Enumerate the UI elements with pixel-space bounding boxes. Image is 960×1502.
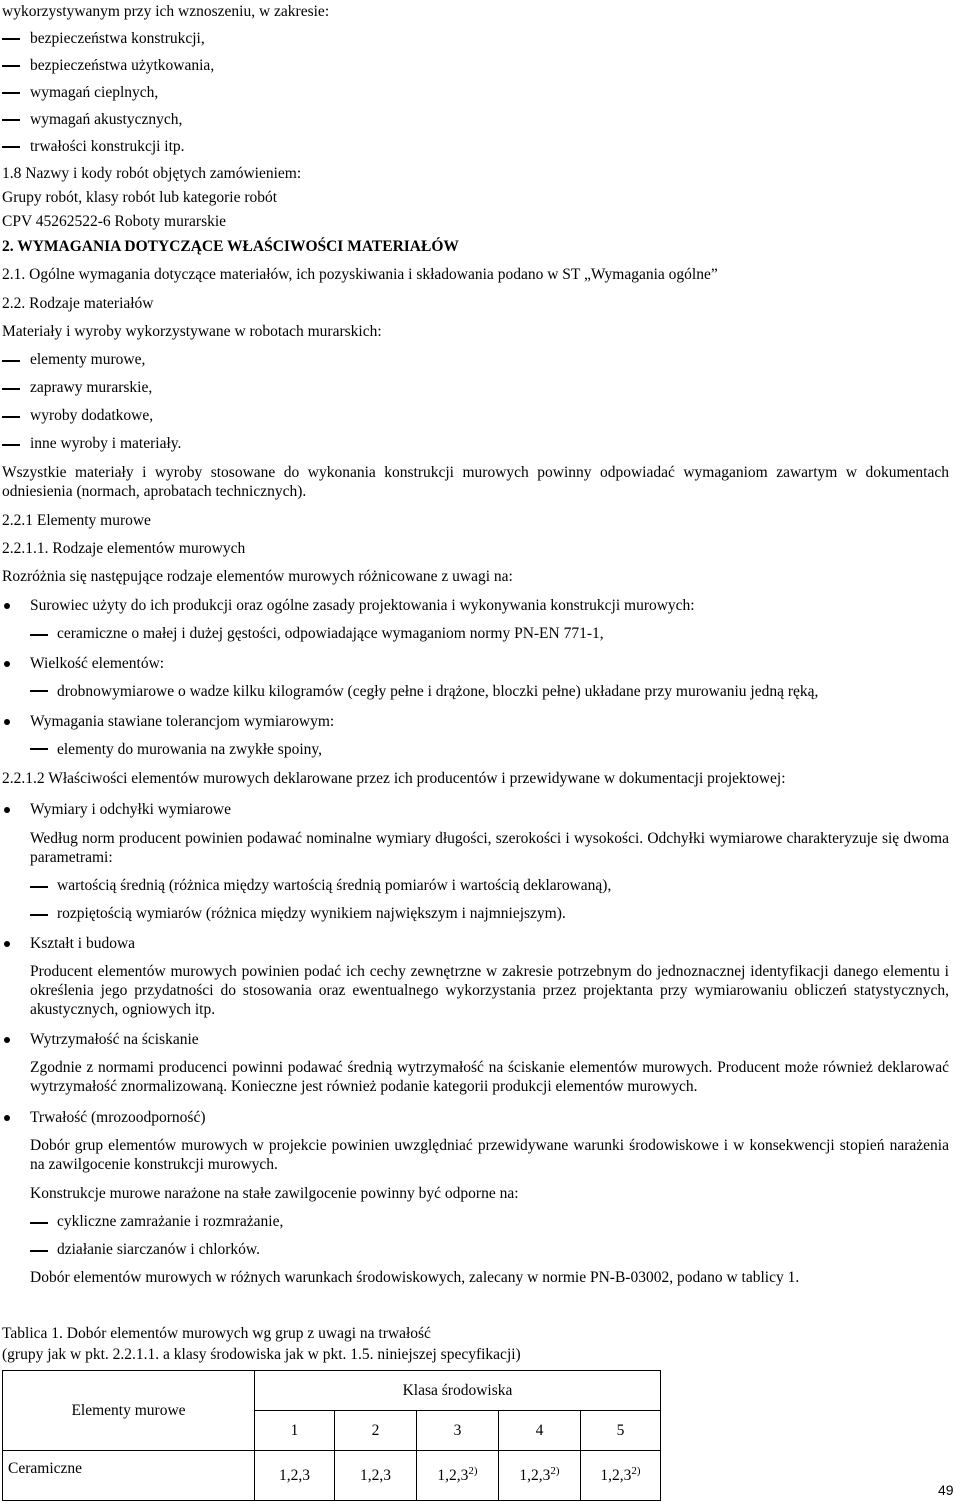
bullet-marker (4, 719, 10, 725)
dash-marker (30, 634, 48, 636)
table-cell: 1,2,3 (335, 1451, 417, 1501)
dash-marker (2, 388, 20, 390)
dash-marker (30, 914, 48, 916)
dash-marker (2, 92, 20, 94)
dash-marker (30, 1250, 48, 1252)
dash-marker (2, 119, 20, 121)
list-item: rozpiętością wymiarów (różnica między wynikiem największym i najmniejszym). (57, 905, 566, 922)
list-item: wymagań cieplnych, (30, 84, 159, 101)
dash-marker (2, 146, 20, 148)
bullet-item: Wytrzymałość na ściskanie (30, 1031, 199, 1048)
bullet-item: Wymagania stawiane tolerancjom wymiarowym: (30, 713, 335, 730)
table-cell: 1,2,3 (255, 1451, 335, 1501)
paragraph: Konstrukcje murowe narażone na stałe zawilgocenie powinny być odporne na: (30, 1185, 519, 1202)
dash-marker (30, 748, 48, 750)
bullet-marker (4, 807, 10, 813)
section-heading: 2.2.1.1. Rodzaje elementów murowych (2, 540, 246, 557)
list-item: zaprawy murarskie, (30, 379, 153, 396)
list-item: bezpieczeństwa konstrukcji, (30, 30, 205, 47)
table-header: 3 (417, 1411, 499, 1451)
section-heading: 2.2.1 Elementy murowe (2, 512, 151, 529)
chapter-heading: 2. WYMAGANIA DOTYCZĄCE WŁAŚCIWOŚCI MATERIAŁÓW (2, 238, 459, 255)
table-header: 5 (581, 1411, 661, 1451)
table-header: 2 (335, 1411, 417, 1451)
dash-marker (2, 360, 20, 362)
bullet-marker (4, 661, 10, 667)
list-item: działanie siarczanów i chlorków. (57, 1241, 260, 1258)
paragraph: Rozróżnia się następujące rodzaje elementów murowych różnicowane z uwagi na: (2, 568, 513, 585)
bullet-item: Wymiary i odchyłki wymiarowe (30, 801, 231, 818)
list-item: wymagań akustycznych, (30, 111, 183, 128)
table-header: 1 (255, 1411, 335, 1451)
bullet-marker (4, 603, 10, 609)
list-item: drobnowymiarowe o wadze kilku kilogramów (cegły pełne i drążone, bloczki pełne) układane przy murowaniu jedną ręką, (57, 683, 819, 700)
paragraph: Grupy robót, klasy robót lub kategorie robót (2, 189, 278, 206)
durability-table (2, 1370, 661, 1501)
list-item: ceramiczne o małej i dużej gęstości, odpowiadające wymaganiom normy PN-EN 771-1, (57, 625, 604, 642)
dash-marker (30, 886, 48, 888)
paragraph: Dobór grup elementów murowych w projekcie powinien uwzględniać przewidywane warunki środowiskowe i w konsekwencji stopień narażenia na zawilgocenie konstrukcji murowych. (30, 1137, 949, 1173)
list-item: inne wyroby i materiały. (30, 435, 182, 452)
table-cell: 1,2,3$^{2)}$ (417, 1451, 499, 1501)
bullet-marker (4, 1115, 10, 1121)
paragraph: Dobór elementów murowych w różnych warunkach środowiskowych, zalecany w normie PN-B-03002, podano w tablicy 1. (30, 1269, 800, 1286)
table-cell: Ceramiczne (3, 1451, 255, 1501)
list-item: wyroby dodatkowe, (30, 407, 154, 424)
bullet-item: Kształt i budowa (30, 935, 136, 952)
table-row (3, 1451, 661, 1501)
paragraph: Materiały i wyroby wykorzystywane w robotach murarskich: (2, 323, 382, 340)
list-item: cykliczne zamrażanie i rozmrażanie, (57, 1213, 284, 1230)
bullet-item: Surowiec użyty do ich produkcji oraz ogólne zasady projektowania i wykonywania konstrukcji murowych: (30, 597, 695, 614)
section-heading: 1.8 Nazwy i kody robót objętych zamówieniem: (2, 165, 302, 182)
dash-marker (30, 1222, 48, 1224)
dash-marker (2, 38, 20, 40)
section-heading: 2.2.1.2 Właściwości elementów murowych deklarowane przez ich producentów i przewidywane w dokumentacji projektowej: (2, 770, 786, 787)
list-item: elementy do murowania na zwykłe spoiny, (57, 741, 323, 758)
table-cell: 1,2,3$^{2)}$ (499, 1451, 581, 1501)
dash-marker (2, 444, 20, 446)
table-header: 4 (499, 1411, 581, 1451)
paragraph: Zgodnie z normami producenci powinni podawać średnią wytrzymałość na ściskanie elementów murowych. Producent może również deklarować wytrzymałość znormalizowaną. Konieczne jest również podanie kategorii produkcji elementów murowych. (30, 1059, 949, 1095)
section-heading: 2.2. Rodzaje materiałów (2, 295, 154, 312)
dash-marker (2, 65, 20, 67)
list-item: trwałości konstrukcji itp. (30, 138, 185, 155)
table-cell: 1,2,3$^{2)}$ (581, 1451, 661, 1501)
paragraph: Wszystkie materiały i wyroby stosowane do wykonania konstrukcji murowych powinny odpowiadać wymaganiom zawartym w dokumentach odniesienia (normach, aprobatach technicznych). (2, 464, 949, 500)
dash-marker (2, 416, 20, 418)
list-item: wartością średnią (różnica między wartością średnią pomiarów i wartością deklarowaną), (57, 877, 612, 894)
paragraph: Producent elementów murowych powinien podać ich cechy zewnętrzne w zakresie potrzebnym do jednoznacznej identyfikacji danego elementu i określenia jego przydatności do stosowania oraz ewentualnego wykorzystania przez projektanta przy wymiarowaniu obliczeń statystycznych, akustycznych, ogniowych itp. (30, 963, 949, 1018)
table-header: Elementy murowe (3, 1371, 255, 1451)
table-caption: (grupy jak w pkt. 2.2.1.1. a klasy środowiska jak w pkt. 1.5. niniejszej specyfikacji) (2, 1346, 521, 1363)
page-number: 49 (938, 1482, 954, 1498)
list-item: elementy murowe, (30, 351, 146, 368)
list-item: bezpieczeństwa użytkowania, (30, 57, 215, 74)
dash-marker (30, 690, 48, 692)
paragraph: Według norm producent powinien podawać nominalne wymiary długości, szerokości i wysokości. Odchyłki wymiarowe charakteryzuje się dwoma parametrami: (30, 830, 949, 866)
bullet-marker (4, 941, 10, 947)
paragraph: CPV 45262522-6 Roboty murarskie (2, 213, 227, 230)
section-heading: 2.1. Ogólne wymagania dotyczące materiałów, ich pozyskiwania i składowania podano w ST „Wymagania ogólne” (2, 266, 718, 283)
table-caption: Tablica 1. Dobór elementów murowych wg grup z uwagi na trwałość (2, 1325, 431, 1342)
intro-text: wykorzystywanym przy ich wznoszeniu, w zakresie: (2, 3, 330, 20)
bullet-marker (4, 1037, 10, 1043)
table-header: Klasa środowiska (255, 1371, 661, 1411)
bullet-item: Wielkość elementów: (30, 655, 165, 672)
bullet-item: Trwałość (mrozoodporność) (30, 1109, 206, 1126)
